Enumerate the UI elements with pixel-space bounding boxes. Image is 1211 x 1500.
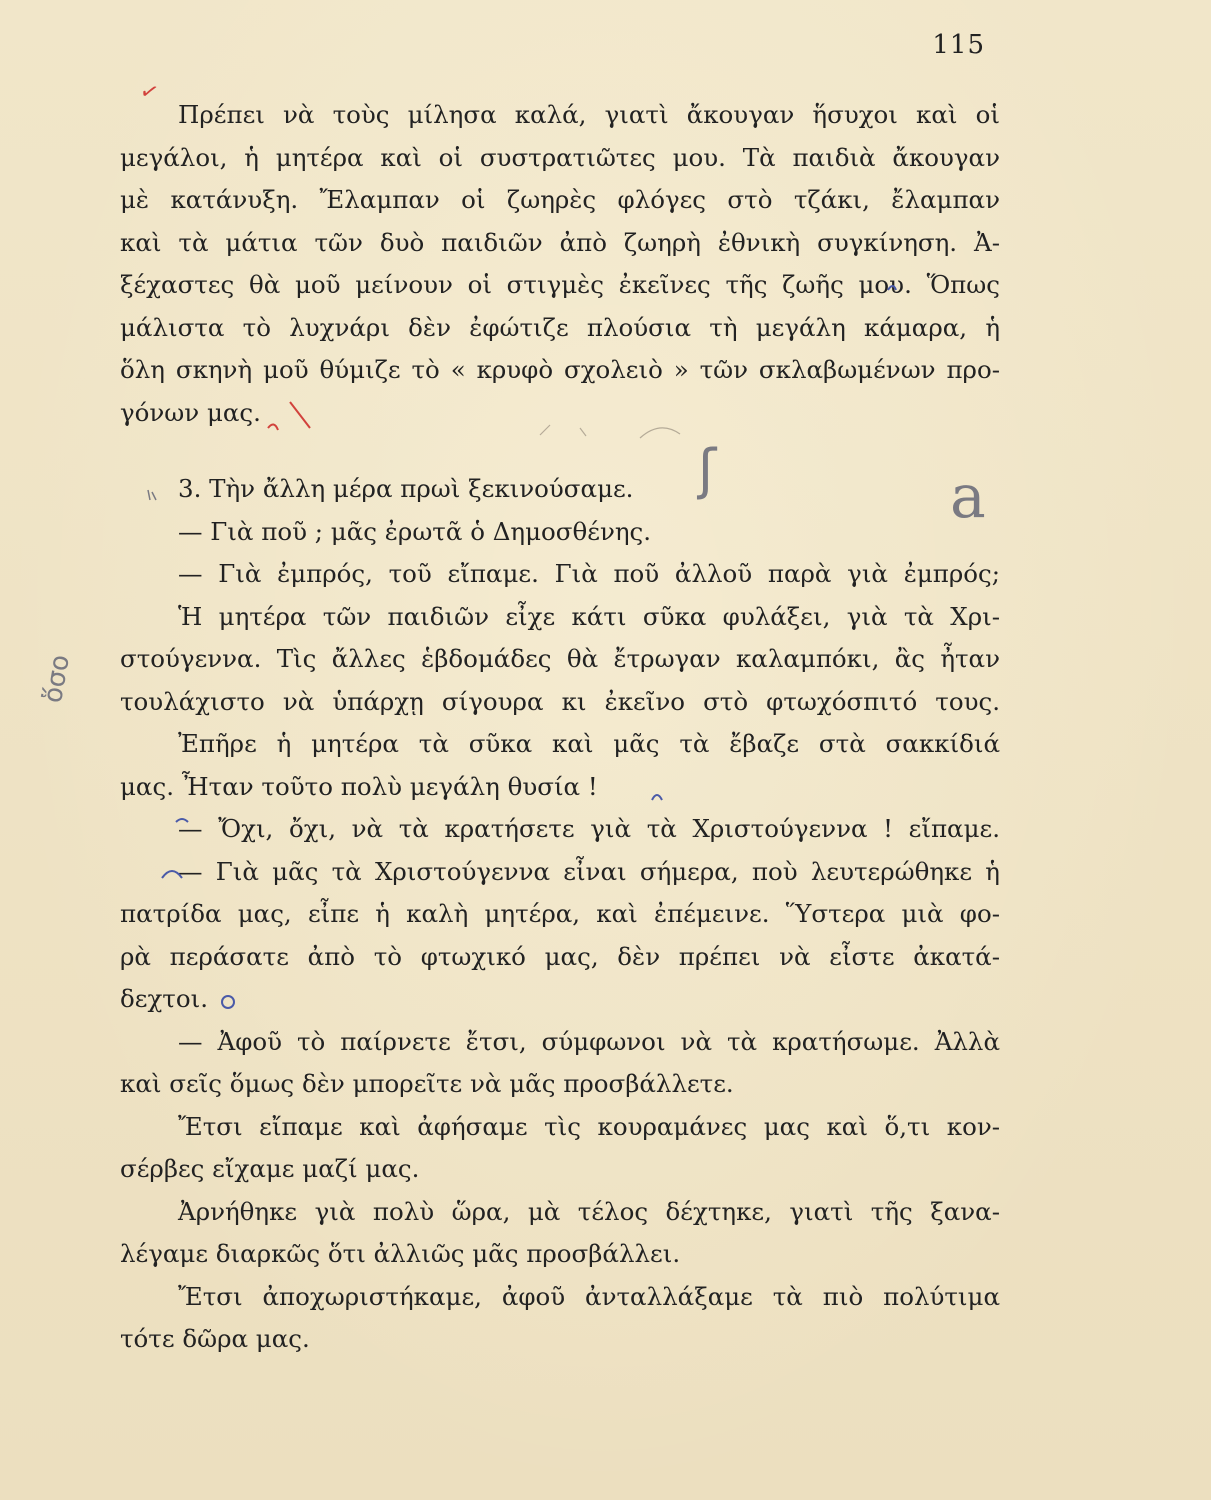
text-line: μας. Ἦταν τοῦτο πολὺ μεγάλη θυσία ! — [120, 771, 598, 801]
text-line: τότε δῶρα μας. — [120, 1324, 310, 1353]
page-number: 115 — [932, 30, 985, 60]
text-line: ὅλη σκηνὴ μοῦ θύμιζε τὸ « κρυφὸ σχολειὸ » τῶν σκλαβωμένων προ- — [120, 355, 1000, 384]
text-line: μάλιστα τὸ λυχνάρι δὲν ἐφώτιζε πλούσια τὴ μεγάλη κάμαρα, ἡ — [120, 312, 1000, 342]
text-line: 3. Τὴν ἄλλη μέρα πρωὶ ξεκινούσαμε. — [178, 474, 634, 503]
margin-letter-mark: a — [950, 462, 986, 532]
text-line: ξέχαστες θὰ μοῦ μείνουν οἱ στιγμὲς ἐκεῖνες τῆς ζωῆς μου. Ὅπως — [120, 270, 1000, 299]
text-line: Πρέπει νὰ τοὺς μίλησα καλά, γιατὶ ἄκουγαν ἥσυχοι καὶ οἱ — [178, 100, 1000, 129]
pencil-mark-left — [148, 490, 156, 500]
blue-after-mark — [652, 795, 662, 800]
text-line: σέρβες εἴχαμε μαζί μας. — [120, 1154, 420, 1183]
text-line: Ἔτσι ἀποχωριστήκαμε, ἀφοῦ ἀνταλλάξαμε τὰ πιὸ πολύτιμα — [178, 1281, 1000, 1311]
text-line: Ἔτσι εἴπαμε καὶ ἀφήσαμε τὶς κουραμάνες μας καὶ ὅ,τι κον- — [178, 1111, 1000, 1141]
text-line: ρὰ περάσατε ἀπὸ τὸ φτωχικό μας, δὲν πρέπει νὰ εἶστε ἀκατά- — [120, 941, 1000, 971]
text-line: μὲ κατάνυξη. Ἔλαμπαν οἱ ζωηρὲς φλόγες στὸ τζάκι, ἔλαμπαν — [120, 185, 1000, 214]
text-line: — Γιὰ μᾶς τὰ Χριστούγεννα εἶναι σήμερα, ποὺ λευτερώθηκε ἡ — [178, 856, 1000, 886]
text-line: Ἀρνήθηκε γιὰ πολὺ ὥρα, μὰ τέλος δέχτηκε, γιατὶ τῆς ξανα- — [178, 1196, 1000, 1226]
text-line: — Ἀφοῦ τὸ παίρνετε ἔτσι, σύμφωνοι νὰ τὰ κρατήσωμε. Ἀλλὰ — [178, 1026, 1000, 1056]
red-tick-mark: ✓ — [137, 78, 162, 107]
text-line: καὶ σεῖς ὅμως δὲν μπορεῖτε νὰ μᾶς προσβάλλετε. — [120, 1069, 734, 1098]
text-line: γόνων μας. — [120, 397, 261, 427]
faint-pencil-scribble — [540, 425, 680, 438]
text-line: τουλάχιστο νὰ ὑπάρχῃ σίγουρα κι ἐκεῖνο στὸ φτωχόσπιτό τους. — [120, 686, 1000, 716]
text-line: Ἡ μητέρα τῶν παιδιῶν εἶχε κάτι σῦκα φυλάξει, γιὰ τὰ Χρι- — [178, 601, 1000, 631]
text-line: πατρίδα μας, εἶπε ἡ καλὴ μητέρα, καὶ ἐπέμεινε. Ὕστερα μιὰ φο- — [120, 899, 1000, 928]
text-line: — Γιὰ ποῦ ; μᾶς ἐρωτᾶ ὁ Δημοσθένης. — [178, 516, 652, 546]
red-caret-mark — [268, 402, 310, 430]
left-margin-pencil-note: ὅσο — [38, 652, 76, 706]
text-line: Ἐπῆρε ἡ μητέρα τὰ σῦκα καὶ μᾶς τὰ ἔβαζε στὰ σακκίδιά — [178, 729, 1000, 758]
text-line: — Γιὰ ἐμπρός, τοῦ εἴπαμε. Γιὰ ποῦ ἀλλοῦ παρὰ γιὰ ἐμπρός; — [178, 559, 1000, 588]
text-line: μεγάλοι, ἡ μητέρα καὶ οἱ συστρατιῶτες μου. Τὰ παιδιὰ ἄκουγαν — [120, 142, 1000, 172]
blue-circle-mark — [162, 871, 182, 878]
pencil-flourish-mark: ʃ — [698, 438, 717, 501]
blue-insert-mark — [888, 286, 896, 290]
text-line: στούγεννα. Τὶς ἄλλες ἑβδομάδες θὰ ἔτρωγαν καλαμπόκι, ἂς ἦταν — [120, 644, 1000, 673]
text-line: καὶ τὰ μάτια τῶν δυὸ παιδιῶν ἀπὸ ζωηρὴ ἐθνικὴ συγκίνηση. Ἀ- — [120, 227, 1000, 257]
blue-dash-mark — [176, 819, 188, 822]
blue-circle-small — [222, 996, 234, 1008]
text-line: — Ὄχι, ὄχι, νὰ τὰ κρατήσετε γιὰ τὰ Χριστούγεννα ! εἴπαμε. — [178, 814, 1000, 843]
text-line: λέγαμε διαρκῶς ὅτι ἀλλιῶς μᾶς προσβάλλει. — [120, 1239, 681, 1268]
text-line: δεχτοι. — [120, 984, 208, 1013]
